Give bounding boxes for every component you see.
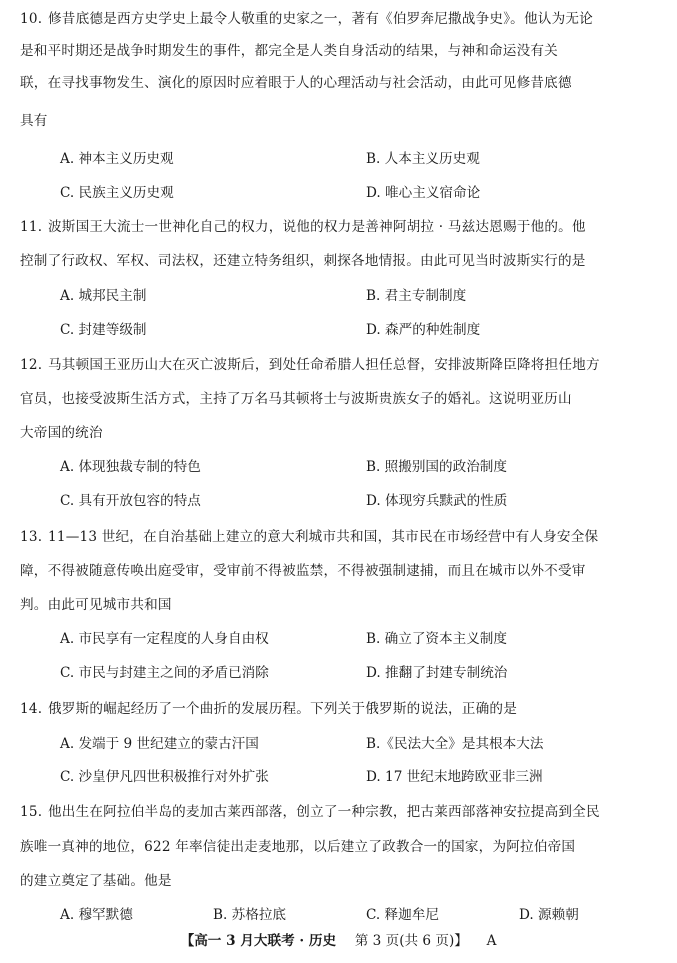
question-text-line: 是和平时期还是战争时期发生的事件，都完全是人类自身活动的结果，与神和命运没有关	[20, 43, 558, 59]
question-text-line: 具有	[20, 113, 48, 129]
option-c: C. 释迦牟尼	[366, 907, 439, 923]
question-text-line: 修昔底德是西方史学史上最令人敬重的史家之一，著有《伯罗奔尼撒战争史》。他认为无论	[48, 11, 593, 27]
question-text-line: 障，不得被随意传唤出庭受审，受审前不得被监禁，不得被强制逮捕，而且在城市以外不受审	[20, 563, 586, 579]
question-number: 12.	[20, 357, 43, 373]
question-number: 10.	[20, 11, 43, 27]
footer-page-number: 第 3 页(共 6 页)】	[354, 933, 468, 949]
page-footer	[0, 932, 677, 950]
option-d: D. 17 世纪末地跨欧亚非三洲	[366, 769, 543, 785]
option-d: D. 唯心主义宿命论	[366, 185, 481, 201]
option-d: D. 推翻了封建专制统治	[366, 665, 508, 681]
question-text-line: 他出生在阿拉伯半岛的麦加古莱西部落，创立了一种宗教，把古莱西部落神安拉提高到全民	[48, 804, 600, 820]
question-text-line: 大帝国的统治	[20, 425, 103, 441]
option-c: C. 民族主义历史观	[60, 185, 174, 201]
option-c: C. 市民与封建主之间的矛盾已消除	[60, 665, 269, 681]
question-text-line: 的建立奠定了基础。他是	[20, 873, 172, 889]
option-d: D. 体现穷兵黩武的性质	[366, 493, 508, 509]
option-d: D. 森严的种姓制度	[366, 322, 481, 338]
option-a: A. 发端于 9 世纪建立的蒙古汗国	[60, 736, 259, 752]
question-text-line: 判。由此可见城市共和国	[20, 597, 172, 613]
question-number: 14.	[20, 701, 43, 717]
question-number: 13.	[20, 529, 43, 545]
question-text-line: 马其顿国王亚历山大在灭亡波斯后，到处任命希腊人担任总督，安排波斯降臣降将担任地方	[48, 357, 600, 373]
option-b: B. 确立了资本主义制度	[366, 631, 507, 647]
question-text-line: 族唯一真神的地位，622 年率信徒出走麦地那，以后建立了政教合一的国家，为阿拉伯帝国	[20, 839, 576, 855]
question-number: 15.	[20, 804, 43, 820]
option-b: B. 苏格拉底	[213, 907, 287, 923]
question-text-line: 11—13 世纪，在自治基础上建立的意大利城市共和国，其市民在市场经营中有人身安全保	[48, 529, 599, 545]
option-b: B. 照搬别国的政治制度	[366, 459, 507, 475]
option-d: D. 源赖朝	[519, 907, 579, 923]
question-text-line: 控制了行政权、军权、司法权，还建立特务组织，刺探各地情报。由此可见当时波斯实行的是	[20, 253, 586, 269]
question-text-line: 俄罗斯的崛起经历了一个曲折的发展历程。下列关于俄罗斯的说法，正确的是	[48, 701, 517, 717]
question-number: 11.	[20, 219, 43, 235]
option-a: A. 市民享有一定程度的人身自由权	[60, 631, 269, 647]
question-text-line: 波斯国王大流士一世神化自己的权力，说他的权力是善神阿胡拉 · 马兹达恩赐于他的。他	[48, 219, 586, 235]
option-b: B. 君主专制制度	[366, 288, 467, 304]
question-text-line: 官员，也接受波斯生活方式，主持了万名马其顿将士与波斯贵族女子的婚礼。这说明亚历山	[20, 391, 572, 407]
option-a: A. 城邦民主制	[60, 288, 147, 304]
footer-exam-title: 【高一 3 月大联考 · 历史	[180, 933, 337, 949]
option-b: B.《民法大全》是其根本大法	[366, 736, 544, 752]
option-b: B. 人本主义历史观	[366, 151, 480, 167]
option-c: C. 具有开放包容的特点	[60, 493, 201, 509]
option-a: A. 穆罕默德	[60, 907, 133, 923]
option-c: C. 沙皇伊凡四世积极推行对外扩张	[60, 769, 269, 785]
option-c: C. 封建等级制	[60, 322, 147, 338]
question-text-line: 联，在寻找事物发生、演化的原因时应着眼于人的心理活动与社会活动，由此可见修昔底德	[20, 75, 572, 91]
option-a: A. 体现独裁专制的特色	[60, 459, 201, 475]
option-a: A. 神本主义历史观	[60, 151, 174, 167]
footer-version: A	[486, 933, 497, 949]
